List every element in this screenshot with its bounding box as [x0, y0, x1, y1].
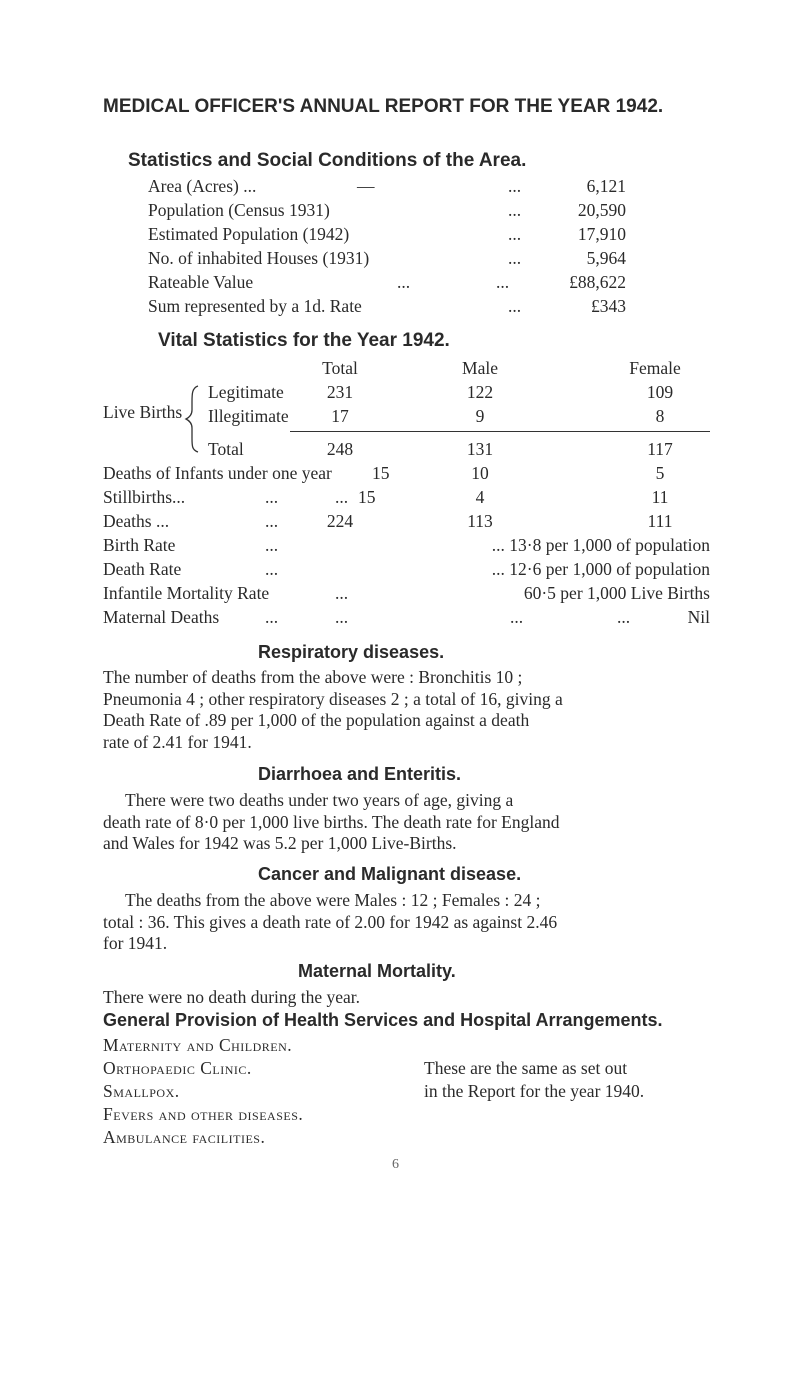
maternal-deaths-dots: ...	[617, 607, 631, 627]
death-rate-dots: ...	[265, 559, 279, 579]
stillbirths-label: Stillbirths...	[103, 487, 186, 507]
paragraph-line: The number of deaths from the above were : Bronchitis 10 ;	[103, 667, 523, 687]
stat-value: 6,121	[586, 176, 626, 196]
stat-value: 17,910	[577, 224, 626, 244]
paragraph-line: Pneumonia 4 ; other respiratory diseases 2 ; a total of 16, giving a	[103, 688, 563, 709]
diarrhoea-paragraph	[103, 790, 708, 855]
birth-female: 117	[647, 439, 673, 459]
stat-dots: ...	[508, 224, 522, 244]
infant-deaths-total: 15	[372, 463, 390, 483]
page-number: 6	[392, 1157, 399, 1172]
section-heading-statistics: Statistics and Social Conditions of the Area.	[128, 150, 527, 171]
infantile-mortality-label: Infantile Mortality Rate	[103, 583, 270, 603]
deaths-total: 224	[326, 511, 354, 531]
stat-dash: —	[357, 176, 375, 196]
total-rule	[290, 431, 710, 432]
paragraph-line: death rate of 8·0 per 1,000 live births. The death rate for England	[103, 811, 560, 832]
live-births-label: Live Births	[103, 402, 183, 422]
stat-dots: ...	[508, 248, 522, 268]
maternal-deaths-dots: ...	[265, 607, 279, 627]
brace-icon	[184, 384, 204, 454]
birth-rate-value: ... 13·8 per 1,000 of population	[491, 535, 710, 555]
stat-dots: ...	[496, 272, 510, 292]
service-item: Maternity and Children.	[103, 1035, 293, 1055]
stat-label: Population (Census 1931)	[148, 200, 330, 220]
paragraph-line: There were two deaths under two years of age, giving a	[125, 790, 514, 810]
deaths-male: 113	[467, 511, 493, 531]
stat-label: Sum represented by a 1d. Rate	[148, 296, 362, 316]
birth-row-label: Legitimate	[208, 382, 284, 402]
birth-row-label: Total	[208, 439, 244, 459]
stat-dots: ...	[508, 200, 522, 220]
section-heading-maternal: Maternal Mortality.	[298, 961, 456, 981]
deaths-label: Deaths ...	[103, 511, 170, 531]
deaths-female: 111	[647, 511, 673, 531]
birth-row-label: Illegitimate	[208, 406, 289, 426]
maternal-deaths-label: Maternal Deaths	[103, 607, 220, 627]
paragraph-line: Death Rate of .89 per 1,000 of the population against a death	[103, 710, 530, 730]
birth-female: 109	[646, 382, 674, 402]
stat-dots: ...	[508, 176, 522, 196]
paragraph-line: total : 36. This gives a death rate of 2.00 for 1942 as against 2.46	[103, 911, 558, 932]
section-heading-diarrhoea: Diarrhoea and Enteritis.	[258, 764, 462, 784]
maternal-mortality-text: There were no death during the year.	[103, 987, 361, 1007]
stat-value: 5,964	[586, 248, 626, 268]
section-heading-cancer: Cancer and Malignant disease.	[258, 864, 522, 884]
col-header-female: Female	[629, 358, 681, 378]
infantile-mortality-dots: ...	[335, 583, 349, 603]
stillbirths-dots: ...	[335, 487, 349, 507]
service-item: Fevers and other diseases.	[103, 1104, 304, 1124]
stat-dots: ...	[397, 272, 411, 292]
service-item: Orthopaedic Clinic.	[103, 1058, 252, 1078]
paragraph-line: The deaths from the above were Males : 12 ; Females : 24 ;	[125, 890, 541, 910]
section-heading-general-provision: General Provision of Health Services and Hospital Arrangements.	[103, 1010, 663, 1030]
maternal-deaths-value: Nil	[687, 607, 710, 627]
paragraph-line: and Wales for 1942 was 5.2 per 1,000 Live-Births.	[103, 833, 457, 853]
deaths-dots: ...	[265, 511, 279, 531]
birth-male: 122	[466, 382, 494, 402]
stat-value: 20,590	[577, 200, 626, 220]
birth-male: 9	[475, 406, 485, 426]
infant-deaths-female: 5	[655, 463, 665, 483]
stat-value: £343	[591, 296, 626, 316]
birth-rate-dots: ...	[265, 535, 279, 555]
services-note-line: in the Report for the year 1940.	[424, 1081, 645, 1101]
section-heading-vital: Vital Statistics for the Year 1942.	[158, 330, 450, 351]
stat-value: £88,622	[569, 272, 626, 292]
section-heading-respiratory: Respiratory diseases.	[258, 642, 445, 662]
maternal-deaths-dots: ...	[335, 607, 349, 627]
infant-deaths-male: 10	[471, 463, 489, 483]
paragraph-line: rate of 2.41 for 1941.	[103, 731, 252, 752]
stat-dots: ...	[508, 296, 522, 316]
maternal-deaths-dots: ...	[510, 607, 524, 627]
stat-label: No. of inhabited Houses (1931)	[148, 248, 370, 268]
stat-label: Area (Acres) ...	[148, 176, 257, 196]
death-rate-label: Death Rate	[103, 559, 182, 579]
col-header-total: Total	[322, 358, 358, 378]
stillbirths-dots: ...	[265, 487, 279, 507]
stat-label: Rateable Value	[148, 272, 254, 292]
stillbirths-female: 11	[651, 487, 669, 507]
infant-deaths-label: Deaths of Infants under one year	[103, 463, 332, 483]
respiratory-paragraph	[103, 667, 708, 753]
birth-male: 131	[466, 439, 494, 459]
birth-rate-label: Birth Rate	[103, 535, 176, 555]
service-item: Ambulance facilities.	[103, 1127, 266, 1147]
services-note-line: These are the same as set out	[424, 1058, 628, 1078]
stillbirths-total: 15	[358, 487, 376, 507]
page-title: MEDICAL OFFICER'S ANNUAL REPORT FOR THE YEAR 1942.	[103, 96, 664, 117]
birth-total: 17	[331, 406, 349, 426]
col-header-male: Male	[462, 358, 498, 378]
birth-total: 231	[326, 382, 354, 402]
cancer-paragraph	[103, 890, 708, 955]
stat-label: Estimated Population (1942)	[148, 224, 350, 244]
stillbirths-male: 4	[475, 487, 485, 507]
death-rate-value: ... 12·6 per 1,000 of population	[491, 559, 710, 579]
paragraph-line: for 1941.	[103, 933, 168, 953]
birth-total: 248	[326, 439, 354, 459]
infantile-mortality-value: 60·5 per 1,000 Live Births	[523, 583, 710, 603]
service-item: Smallpox.	[103, 1081, 180, 1101]
birth-female: 8	[655, 406, 665, 426]
